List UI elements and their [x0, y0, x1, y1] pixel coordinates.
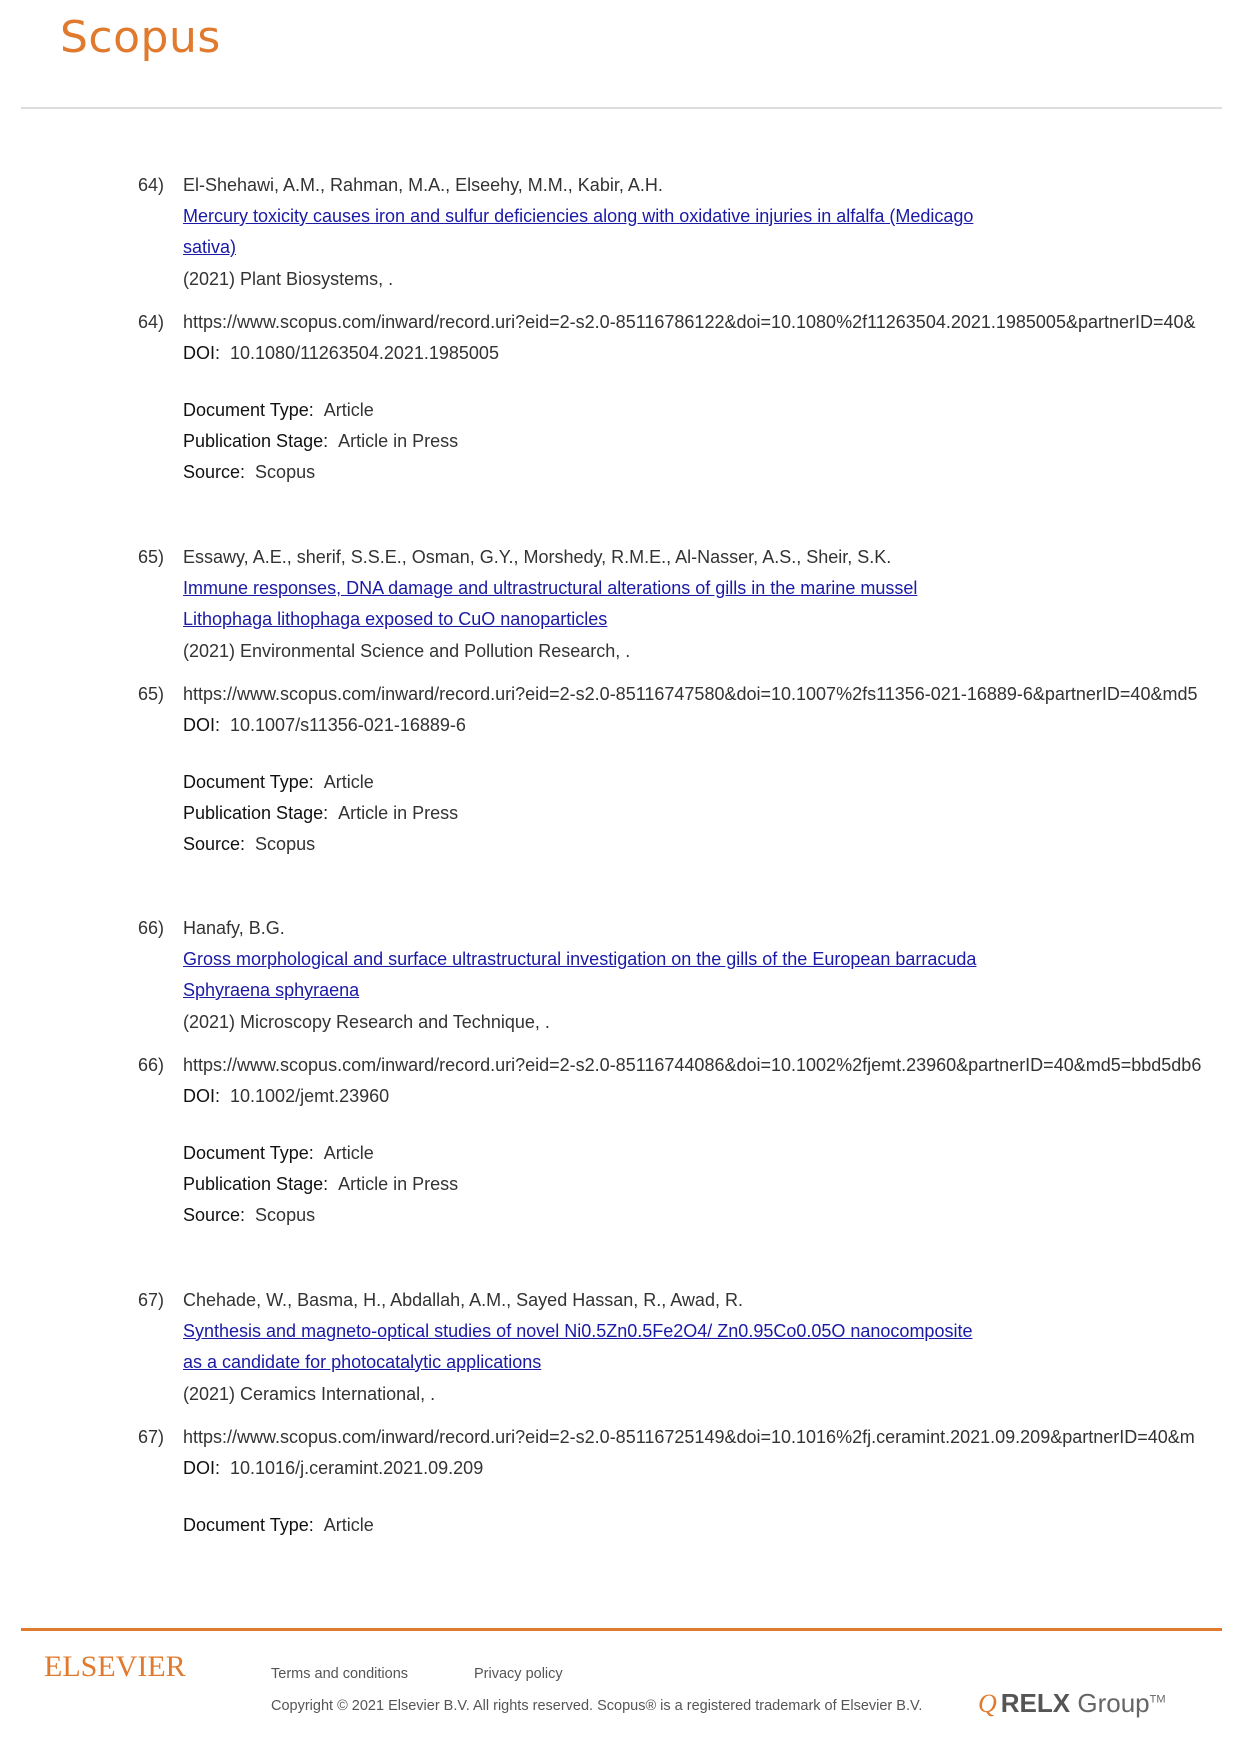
entry-number: 66) [138, 1055, 165, 1075]
entry-authors: Essawy, A.E., sherif, S.S.E., Osman, G.Y., Morshedy, R.M.E., Al-Nasser, A.S., Sheir, S.K. [183, 546, 892, 567]
entry-authors: Chehade, W., Basma, H., Abdallah, A.M., Sayed Hassan, R., Awad, R. [183, 1289, 743, 1310]
entry-source-db [183, 829, 315, 859]
entry-source-db [183, 457, 315, 487]
entry-doi-label: DOI: [183, 343, 221, 363]
entry-title-line [183, 1347, 541, 1377]
entry-publication-stage-label: Publication Stage: [183, 1174, 329, 1194]
terms-link[interactable]: Terms and conditions [271, 1666, 409, 1682]
entry-publication-stage-label: Publication Stage: [183, 431, 329, 451]
entry-source-db-label: Source: [183, 1205, 246, 1225]
entry-doi-value: 10.1007/s11356-021-16889-6 [230, 714, 466, 735]
entry-publication-stage-value: Article in Press [338, 802, 459, 823]
entry-title-line [183, 604, 607, 634]
entry-source-db-label: Source: [183, 833, 246, 854]
result-entry [0, 913, 1241, 1253]
entry-doi [183, 710, 466, 740]
entry-title-line [183, 232, 236, 262]
entry-title-link[interactable]: Immune responses, DNA damage and ultrastructural alterations of gills in the marine mussel [183, 577, 918, 598]
entry-document-type-label: Document Type: [183, 1143, 314, 1163]
entry-authors: El-Shehawi, A.M., Rahman, M.A., Elseehy, M.M., Kabir, A.H. [183, 175, 663, 195]
privacy-link[interactable]: Privacy policy [474, 1666, 563, 1682]
entry-publication-stage-label: Publication Stage: [183, 802, 329, 823]
entry-document-type-label: Document Type: [183, 771, 314, 792]
entry-doi [183, 1453, 483, 1483]
entry-document-type [183, 395, 374, 425]
entry-document-type-label: Document Type: [183, 1514, 314, 1535]
entry-number: 65) [138, 546, 165, 567]
result-entry [0, 542, 1241, 882]
entry-publication-stage [183, 426, 458, 456]
entry-number: 65) [138, 683, 165, 704]
entry-doi [183, 338, 499, 368]
entry-document-type-label: Document Type: [183, 400, 314, 420]
entry-number: 64) [138, 312, 165, 332]
entry-source: (2021) Ceramics International, . [183, 1383, 436, 1404]
entry-doi-value: 10.1080/11263504.2021.1985005 [230, 343, 499, 363]
entry-title-link[interactable]: sativa) [183, 237, 237, 257]
entry-url: https://www.scopus.com/inward/record.uri?eid=2-s2.0-85116744086&doi=10.1002%2fjemt.23960&partnerID=40&md5=bbd5db6 [183, 1055, 1202, 1075]
entry-document-type [183, 767, 374, 797]
entry-authors: Hanafy, B.G. [183, 918, 285, 938]
scopus-logo: Scopus [60, 12, 221, 63]
entry-source: (2021) Microscopy Research and Technique, . [183, 1012, 550, 1032]
entry-document-type-value: Article [323, 400, 374, 420]
entry-document-type-value: Article [323, 771, 374, 792]
result-entry [0, 1285, 1241, 1625]
entry-doi-label: DOI: [183, 714, 221, 735]
entry-title-link[interactable]: Lithophaga lithophaga exposed to CuO nanoparticles [183, 608, 608, 629]
entry-number: 66) [138, 918, 165, 938]
entry-document-type [183, 1510, 374, 1540]
entry-publication-stage-value: Article in Press [338, 431, 459, 451]
result-entry [0, 170, 1241, 510]
entry-title-line [183, 1316, 972, 1346]
relx-mark-icon: Q [978, 1689, 997, 1718]
entry-doi-label: DOI: [183, 1086, 221, 1106]
entry-publication-stage [183, 798, 458, 828]
entry-doi [183, 1081, 389, 1111]
entry-title-link[interactable]: Mercury toxicity causes iron and sulfur deficiencies along with oxidative injuries in alfalfa (Medicago [183, 206, 974, 226]
entry-source-db-value: Scopus [255, 462, 316, 482]
entry-url: https://www.scopus.com/inward/record.uri?eid=2-s2.0-85116786122&doi=10.1080%2f11263504.2021.1985005&partnerID=40& [183, 312, 1196, 332]
entry-document-type [183, 1138, 374, 1168]
elsevier-logo: ELSEVIER [44, 1650, 186, 1683]
entry-url: https://www.scopus.com/inward/record.uri?eid=2-s2.0-85116747580&doi=10.1007%2fs11356-021-16889-6&partnerID=40&md5 [183, 683, 1198, 704]
entry-source-db-value: Scopus [255, 833, 316, 854]
entry-document-type-value: Article [323, 1143, 374, 1163]
header-divider [21, 107, 1222, 109]
copyright-text: Copyright © 2021 Elsevier B.V. All rights reserved. Scopus® is a registered trademark of Elsevier B.V. [271, 1698, 923, 1714]
footer-divider [21, 1628, 1222, 1631]
entry-doi-value: 10.1016/j.ceramint.2021.09.209 [230, 1457, 484, 1478]
entry-title-link[interactable]: Sphyraena sphyraena [183, 980, 360, 1000]
entry-title-line [183, 201, 973, 231]
entry-title-link[interactable]: Gross morphological and surface ultrastructural investigation on the gills of the European barracuda [183, 949, 977, 969]
entry-source: (2021) Environmental Science and Pollution Research, . [183, 640, 631, 661]
entry-number: 64) [138, 175, 165, 195]
entry-source-db-value: Scopus [255, 1205, 316, 1225]
entry-title-line [183, 573, 917, 603]
entry-title-line [183, 944, 976, 974]
entry-publication-stage-value: Article in Press [338, 1174, 459, 1194]
entry-number: 67) [138, 1289, 165, 1310]
entry-number: 67) [138, 1426, 165, 1447]
entry-url: https://www.scopus.com/inward/record.uri?eid=2-s2.0-85116725149&doi=10.1016%2fj.ceramint.2021.09.209&partnerID=40&m [183, 1426, 1195, 1447]
relx-logo: Q RELX Group™ [978, 1688, 1166, 1718]
entry-doi-value: 10.1002/jemt.23960 [230, 1086, 390, 1106]
entry-source-db-label: Source: [183, 462, 246, 482]
entry-doi-label: DOI: [183, 1457, 221, 1478]
entry-document-type-value: Article [323, 1514, 374, 1535]
entry-publication-stage [183, 1169, 458, 1199]
entry-title-link[interactable]: as a candidate for photocatalytic applications [183, 1351, 542, 1372]
entry-source: (2021) Plant Biosystems, . [183, 269, 394, 289]
entry-title-link[interactable]: Synthesis and magneto-optical studies of novel Ni0.5Zn0.5Fe2O4/ Zn0.95Co0.05O nanocomposite [183, 1320, 973, 1341]
entry-title-line [183, 975, 359, 1005]
entry-source-db [183, 1200, 315, 1230]
